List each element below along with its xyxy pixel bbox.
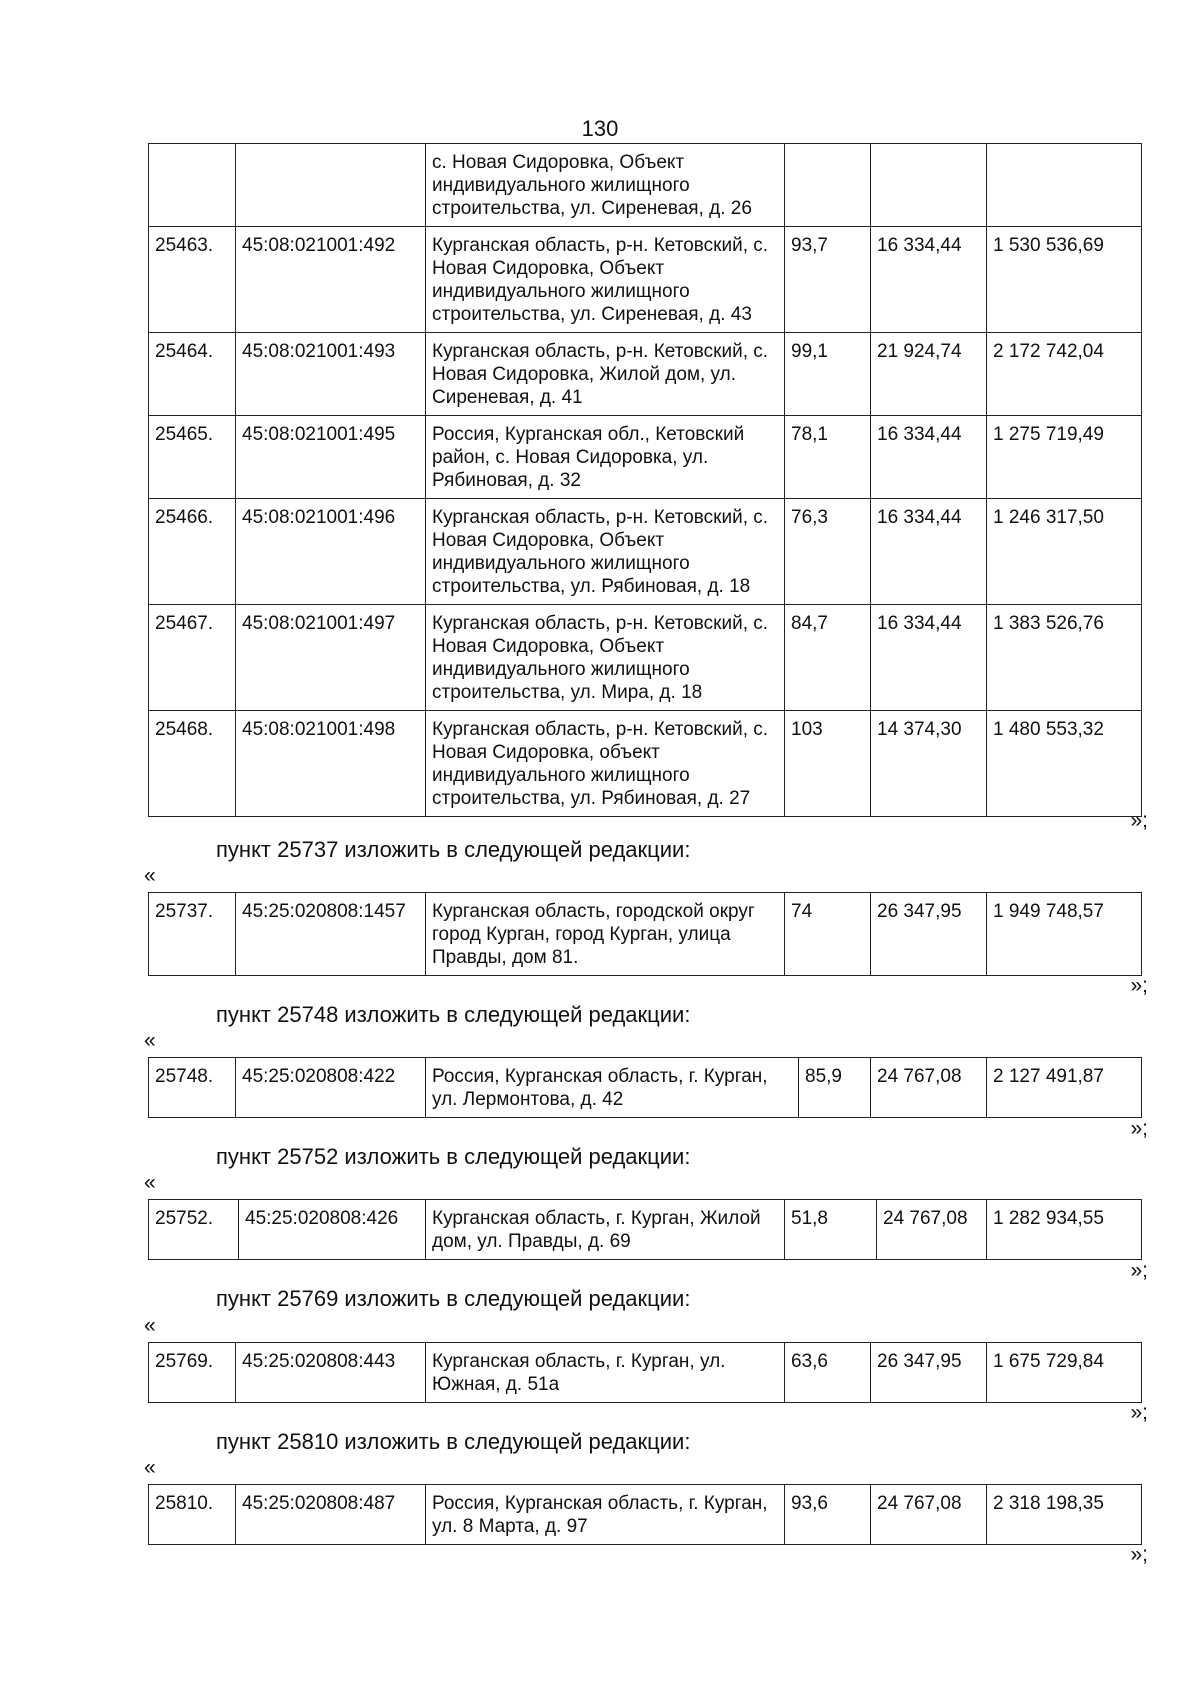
opening-quote: « — [144, 1314, 156, 1337]
cell-cadastral: 45:25:020808:422 — [236, 1058, 426, 1118]
cell-area: 85,9 — [799, 1058, 871, 1118]
cell-num: 25737. — [149, 893, 236, 976]
closing-quote: »; — [1130, 1543, 1148, 1566]
cell-value: 1 282 934,55 — [987, 1200, 1142, 1260]
cell-cadastral: 45:25:020808:1457 — [236, 893, 426, 976]
table-row — [149, 1200, 1142, 1260]
section-heading: пункт 25737 изложить в следующей редакции: — [216, 837, 691, 862]
section-table — [148, 1199, 1142, 1260]
cell-area: 78,1 — [785, 416, 871, 499]
cell-num: 25465. — [149, 416, 236, 499]
cell-value: 2 127 491,87 — [987, 1058, 1142, 1118]
cell-area: 93,7 — [785, 227, 871, 333]
cell-area: 103 — [785, 711, 871, 817]
cell-num: 25752. — [149, 1200, 239, 1260]
table-row — [149, 1343, 1142, 1403]
cell-cadastral: 45:25:020808:443 — [236, 1343, 426, 1403]
cell-rate: 14 374,30 — [871, 711, 987, 817]
table-row — [149, 416, 1142, 499]
cell-cadastral: 45:08:021001:496 — [236, 499, 426, 605]
cell-address: Россия, Курганская область, г. Курган, ул. Лермонтова, д. 42 — [426, 1058, 799, 1118]
cell-value: 1 383 526,76 — [987, 605, 1142, 711]
cell-value — [987, 144, 1142, 227]
cell-rate: 26 347,95 — [871, 893, 987, 976]
cell-num: 25463. — [149, 227, 236, 333]
cell-address: Курганская область, р-н. Кетовский, с. Новая Сидоровка, Объект индивидуального жилищного строительства, ул. Мира, д. 18 — [426, 605, 785, 711]
cell-address: Курганская область, р-н. Кетовский, с. Новая Сидоровка, Жилой дом, ул. Сиреневая, д. 41 — [426, 333, 785, 416]
cell-rate — [871, 144, 987, 227]
section-table — [148, 1342, 1142, 1403]
cell-rate: 24 767,08 — [871, 1058, 987, 1118]
section-heading: пункт 25748 изложить в следующей редакции: — [216, 1002, 691, 1027]
cell-area: 76,3 — [785, 499, 871, 605]
cell-num: 25464. — [149, 333, 236, 416]
cell-value: 1 530 536,69 — [987, 227, 1142, 333]
opening-quote: « — [144, 864, 156, 887]
table-row — [149, 1058, 1142, 1118]
table-row — [149, 893, 1142, 976]
cell-address: Курганская область, городской округ город Курган, город Курган, улица Правды, дом 81. — [426, 893, 785, 976]
cell-area: 51,8 — [785, 1200, 877, 1260]
section-table — [148, 892, 1142, 976]
cell-rate: 16 334,44 — [871, 605, 987, 711]
cell-num: 25466. — [149, 499, 236, 605]
closing-quote: »; — [1130, 1401, 1148, 1424]
section-table — [148, 1057, 1142, 1118]
main-table — [148, 143, 1142, 817]
closing-quote: »; — [1130, 974, 1148, 997]
cell-address: с. Новая Сидоровка, Объект индивидуального жилищного строительства, ул. Сиреневая, д. 26 — [426, 144, 785, 227]
cell-cadastral: 45:08:021001:493 — [236, 333, 426, 416]
cell-value: 2 172 742,04 — [987, 333, 1142, 416]
opening-quote: « — [144, 1456, 156, 1479]
cell-area — [785, 144, 871, 227]
section-heading: пункт 25769 изложить в следующей редакции: — [216, 1286, 691, 1311]
table-row — [149, 1485, 1142, 1545]
cell-rate: 24 767,08 — [877, 1200, 987, 1260]
cell-num — [149, 144, 236, 227]
cell-rate: 24 767,08 — [871, 1485, 987, 1545]
cell-address: Курганская область, г. Курган, ул. Южная, д. 51а — [426, 1343, 785, 1403]
cell-num: 25467. — [149, 605, 236, 711]
cell-rate: 16 334,44 — [871, 227, 987, 333]
cell-address: Курганская область, г. Курган, Жилой дом, ул. Правды, д. 69 — [426, 1200, 785, 1260]
cell-address: Россия, Курганская обл., Кетовский район, с. Новая Сидоровка, ул. Рябиновая, д. 32 — [426, 416, 785, 499]
closing-quote: »; — [1130, 809, 1148, 832]
table-row — [149, 605, 1142, 711]
cell-rate: 16 334,44 — [871, 416, 987, 499]
cell-cadastral: 45:08:021001:492 — [236, 227, 426, 333]
cell-cadastral: 45:08:021001:495 — [236, 416, 426, 499]
cell-value: 1 480 553,32 — [987, 711, 1142, 817]
cell-cadastral: 45:08:021001:498 — [236, 711, 426, 817]
opening-quote: « — [144, 1171, 156, 1194]
opening-quote: « — [144, 1029, 156, 1052]
cell-num: 25748. — [149, 1058, 236, 1118]
section-heading: пункт 25752 изложить в следующей редакции: — [216, 1144, 691, 1169]
table-row — [149, 499, 1142, 605]
cell-rate: 26 347,95 — [871, 1343, 987, 1403]
cell-cadastral — [236, 144, 426, 227]
cell-value: 1 246 317,50 — [987, 499, 1142, 605]
closing-quote: »; — [1130, 1259, 1148, 1282]
table-row — [149, 333, 1142, 416]
cell-num: 25810. — [149, 1485, 236, 1545]
cell-value: 1 275 719,49 — [987, 416, 1142, 499]
closing-quote: »; — [1130, 1117, 1148, 1140]
cell-address: Курганская область, р-н. Кетовский, с. Новая Сидоровка, Объект индивидуального жилищного строительства, ул. Рябиновая, д. 18 — [426, 499, 785, 605]
cell-cadastral: 45:08:021001:497 — [236, 605, 426, 711]
cell-num: 25468. — [149, 711, 236, 817]
cell-area: 74 — [785, 893, 871, 976]
cell-area: 84,7 — [785, 605, 871, 711]
cell-cadastral: 45:25:020808:487 — [236, 1485, 426, 1545]
section-heading: пункт 25810 изложить в следующей редакции: — [216, 1429, 691, 1454]
cell-rate: 16 334,44 — [871, 499, 987, 605]
cell-address: Россия, Курганская область, г. Курган, ул. 8 Марта, д. 97 — [426, 1485, 785, 1545]
cell-rate: 21 924,74 — [871, 333, 987, 416]
section-table — [148, 1484, 1142, 1545]
table-row — [149, 227, 1142, 333]
table-row — [149, 144, 1142, 227]
cell-num: 25769. — [149, 1343, 236, 1403]
cell-cadastral: 45:25:020808:426 — [239, 1200, 426, 1260]
cell-value: 1 949 748,57 — [987, 893, 1142, 976]
table-row — [149, 711, 1142, 817]
cell-address: Курганская область, р-н. Кетовский, с. Новая Сидоровка, Объект индивидуального жилищного строительства, ул. Сиреневая, д. 43 — [426, 227, 785, 333]
cell-area: 99,1 — [785, 333, 871, 416]
cell-area: 93,6 — [785, 1485, 871, 1545]
page-number: 130 — [581, 116, 619, 141]
cell-area: 63,6 — [785, 1343, 871, 1403]
cell-value: 2 318 198,35 — [987, 1485, 1142, 1545]
cell-address: Курганская область, р-н. Кетовский, с. Новая Сидоровка, объект индивидуального жилищного строительства, ул. Рябиновая, д. 27 — [426, 711, 785, 817]
cell-value: 1 675 729,84 — [987, 1343, 1142, 1403]
